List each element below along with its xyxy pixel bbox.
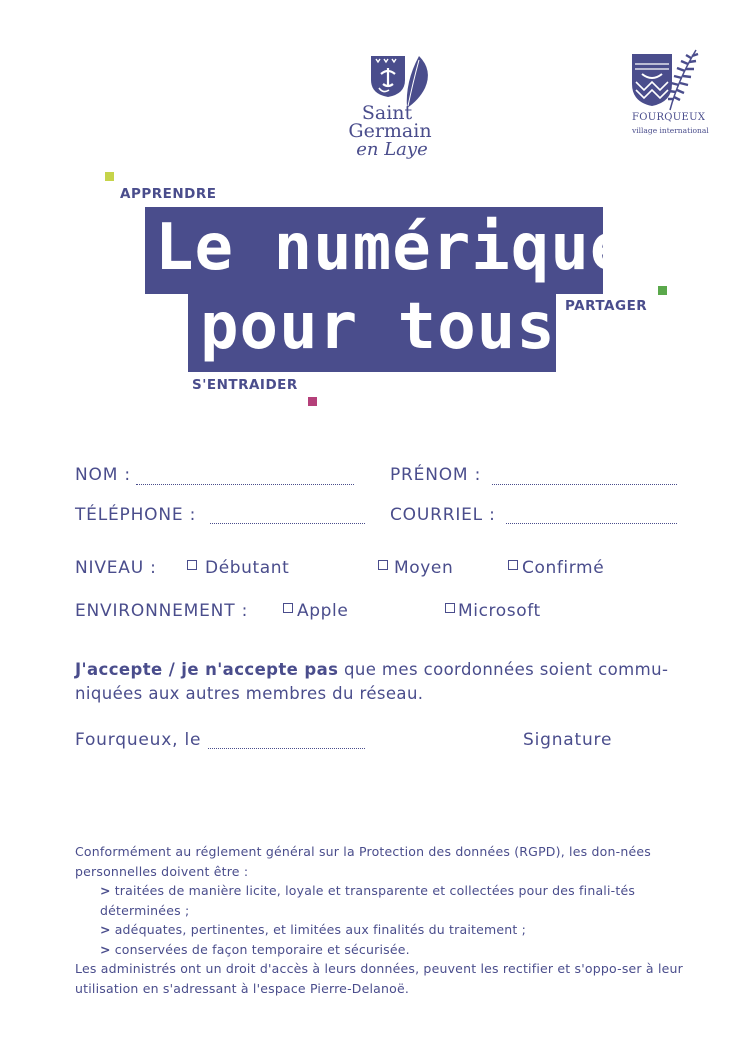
green-square-decoration [658, 286, 667, 295]
city-crest-icon [369, 54, 407, 98]
telephone-field[interactable] [210, 523, 365, 524]
date-field[interactable] [208, 748, 365, 749]
rgpd-outro: Les administrés ont un droit d'accès à leurs données, peuvent les rectifier et s'oppo-ser à leur utilisation en s'adressant à l'espace Pierre-Delanoë. [75, 961, 683, 996]
bullet-marker-icon: > [100, 941, 111, 957]
prenom-label: PRÉNOM : [390, 465, 482, 485]
consent-text [75, 658, 680, 706]
place-date-label: Fourqueux, le [75, 730, 202, 750]
checkbox-microsoft[interactable] [445, 601, 541, 621]
logo-text-saint: Saint [361, 102, 413, 124]
fourqueux-name: FOURQUEUX [632, 112, 706, 123]
consent-bold: J'accepte / je n'accepte pas [75, 660, 339, 679]
courriel-label: COURRIEL : [390, 505, 496, 525]
tag-partager: PARTAGER [565, 298, 648, 314]
rgpd-bullet-text: traitées de manière licite, loyale et transparente et collectées pour des finali-tés déterminées ; [100, 883, 636, 918]
checkbox-icon[interactable] [283, 603, 293, 613]
checkbox-icon[interactable] [378, 560, 388, 570]
fourqueux-subtitle: village international [632, 126, 709, 135]
checkbox-icon[interactable] [508, 560, 518, 570]
rgpd-bullet-text: adéquates, pertinentes, et limitées aux finalités du traitement ; [114, 922, 527, 937]
telephone-label: TÉLÉPHONE : [75, 505, 197, 525]
nom-field[interactable] [136, 484, 354, 485]
checkbox-apple[interactable] [283, 601, 348, 621]
consent-rest: que mes coordonnées soient commu-niquées aux autres membres du réseau. [75, 660, 669, 703]
bullet-marker-icon: > [100, 922, 111, 937]
checkbox-label: Microsoft [458, 601, 541, 621]
checkbox-icon[interactable] [187, 560, 197, 570]
checkbox-moyen[interactable] [378, 558, 453, 578]
courriel-field[interactable] [506, 523, 677, 524]
prenom-field[interactable] [492, 484, 677, 485]
checkbox-label: Apple [297, 601, 349, 621]
rgpd-bullet [75, 881, 685, 920]
logo-text-en-laye: en Laye [356, 139, 428, 160]
checkbox-label: Débutant [205, 558, 290, 578]
niveau-label: NIVEAU : [75, 558, 157, 578]
logo-text-germain: Germain [348, 120, 432, 142]
title-line-1: Le numérique [155, 211, 630, 285]
tag-sentraider: S'ENTRAIDER [192, 377, 298, 393]
pink-square-decoration [308, 397, 317, 406]
bullet-marker-icon: > [100, 883, 111, 898]
checkbox-debutant[interactable] [187, 558, 289, 578]
tag-apprendre: APPRENDRE [120, 186, 217, 202]
signature-label: Signature [523, 730, 613, 750]
rgpd-bullet-text: conservées de façon temporaire et sécurisée. [114, 941, 410, 957]
environnement-label: ENVIRONNEMENT : [75, 601, 249, 621]
checkbox-icon[interactable] [445, 603, 455, 613]
fourqueux-logo [622, 48, 712, 143]
checkbox-label: Confirmé [522, 558, 605, 578]
checkbox-confirme[interactable] [508, 558, 604, 578]
title-line-2: pour tous [200, 290, 556, 364]
fern-icon [664, 48, 700, 112]
nom-label: NOM : [75, 465, 131, 485]
checkbox-label: Moyen [394, 558, 454, 578]
rgpd-notice [75, 842, 685, 998]
rgpd-intro: Conformément au réglement général sur la Protection des données (RGPD), les don-nées personnelles doivent être : [75, 844, 651, 879]
rgpd-bullet [75, 920, 685, 940]
rgpd-bullet [75, 940, 685, 960]
lime-square-decoration [105, 172, 114, 181]
saint-germain-en-laye-logo [335, 50, 445, 175]
